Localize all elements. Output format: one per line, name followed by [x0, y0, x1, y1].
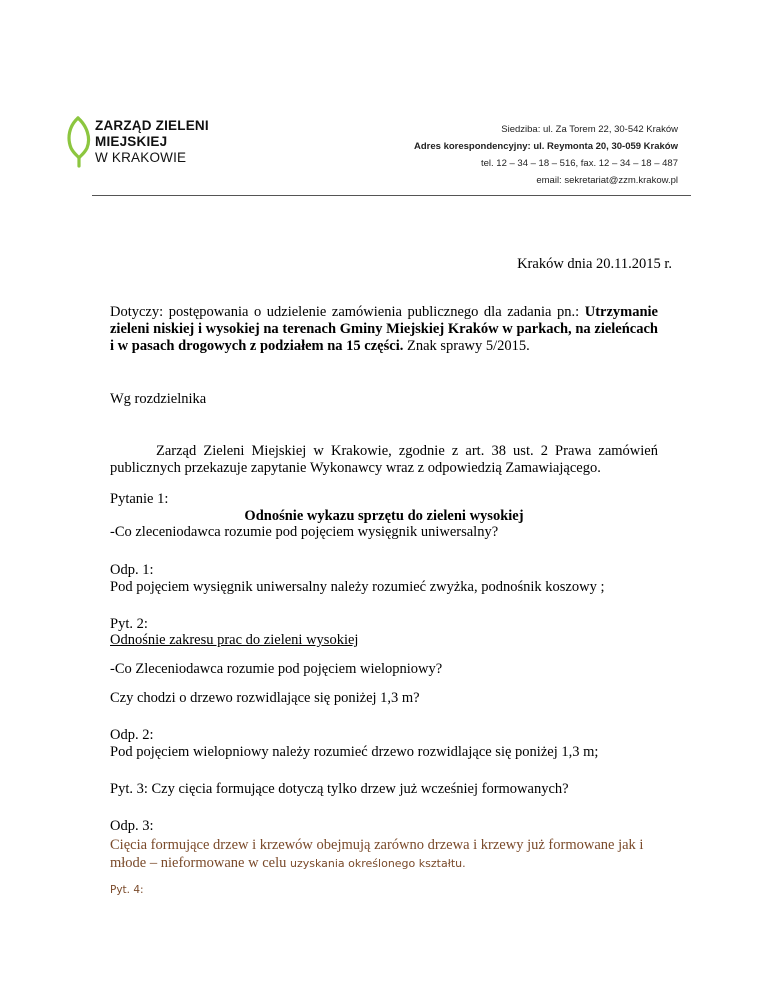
email-line	[414, 172, 678, 189]
answer-3-label: Odp. 3:	[110, 818, 154, 834]
addressee: Wg rozdzielnika	[110, 391, 207, 407]
question-3-text: Pyt. 3: Czy cięcia formujące dotyczą tylko drzew już wcześniej formowanych?	[110, 781, 569, 797]
question-1-text: -Co zleceniodawca rozumie pod pojęciem wysięgnik uniwersalny?	[110, 524, 499, 540]
answer-2-label: Odp. 2:	[110, 727, 154, 743]
answer-3-text	[110, 836, 658, 872]
answer-1-label: Odp. 1:	[110, 562, 154, 578]
seat-address: Siedziba: ul. Za Torem 22, 30-542 Kraków	[501, 124, 678, 135]
logo-line-2: MIEJSKIEJ	[95, 134, 168, 149]
intro-paragraph: Zarząd Zieleni Miejskiej w Krakowie, zgodnie z art. 38 ust. 2 Prawa zamówień publicznych przekazuje zapytanie Wykonawcy wraz z odpowiedzią Zamawiającego.	[110, 443, 658, 476]
answer-2-text: Pod pojęciem wielopniowy należy rozumieć drzewo rozwidlające się poniżej 1,3 m;	[110, 744, 599, 760]
mail-address: Adres korespondencyjny: ul. Reymonta 20, 30-059 Kraków	[414, 141, 678, 152]
subject-prefix: Dotyczy: postępowania o udzielenie zamówienia publicznego dla zadania pn.:	[110, 304, 585, 320]
zzm-logo	[66, 116, 266, 168]
logo-line-1: ZARZĄD ZIELENI	[95, 118, 209, 133]
answer-1-text: Pod pojęciem wysięgnik uniwersalny należy rozumieć zwyżka, podnośnik koszowy ;	[110, 579, 605, 595]
question-4-label: Pyt. 4:	[110, 884, 144, 896]
question-2-label: Pyt. 2:	[110, 616, 148, 632]
contact-block	[414, 121, 678, 189]
email-address[interactable]: sekretariat@zzm.krakow.pl	[564, 175, 678, 186]
question-1-heading: Odnośnie wykazu sprzętu do zieleni wysokiej	[244, 508, 524, 524]
question-2-text-1: -Co Zleceniodawca rozumie pod pojęciem wielopniowy?	[110, 661, 443, 677]
question-2-text-2: Czy chodzi o drzewo rozwidlające się poniżej 1,3 m?	[110, 690, 420, 706]
question-1-label: Pytanie 1:	[110, 491, 169, 507]
email-label: email:	[536, 175, 565, 186]
answer-3-text-part-2: uzyskania określonego kształtu.	[289, 857, 466, 870]
letter-date: Kraków dnia 20.11.2015 r.	[517, 256, 672, 272]
header-divider	[92, 195, 691, 196]
phone-fax: tel. 12 – 34 – 18 – 516, fax. 12 – 34 – 18 – 487	[480, 158, 678, 169]
question-2-heading: Odnośnie zakresu prac do zieleni wysokiej	[110, 632, 359, 648]
subject-title: Utrzymanie zieleni niskiej i wysokiej na terenach Gminy Miejskiej Kraków w parkach, na zieleńcach i w pasach drogowych z podziałem na 15 części.	[110, 304, 658, 354]
subject-case-number: Znak sprawy 5/2015.	[403, 338, 530, 354]
answer-3-text-part-1: Cięcia formujące drzew i krzewów obejmują zarówno drzewa i krzewy już formowane jak i młode – nieformowane w celu	[110, 837, 644, 871]
leaf-icon	[66, 116, 96, 168]
logo-line-3: W KRAKOWIE	[95, 150, 187, 165]
subject-paragraph	[110, 304, 658, 355]
